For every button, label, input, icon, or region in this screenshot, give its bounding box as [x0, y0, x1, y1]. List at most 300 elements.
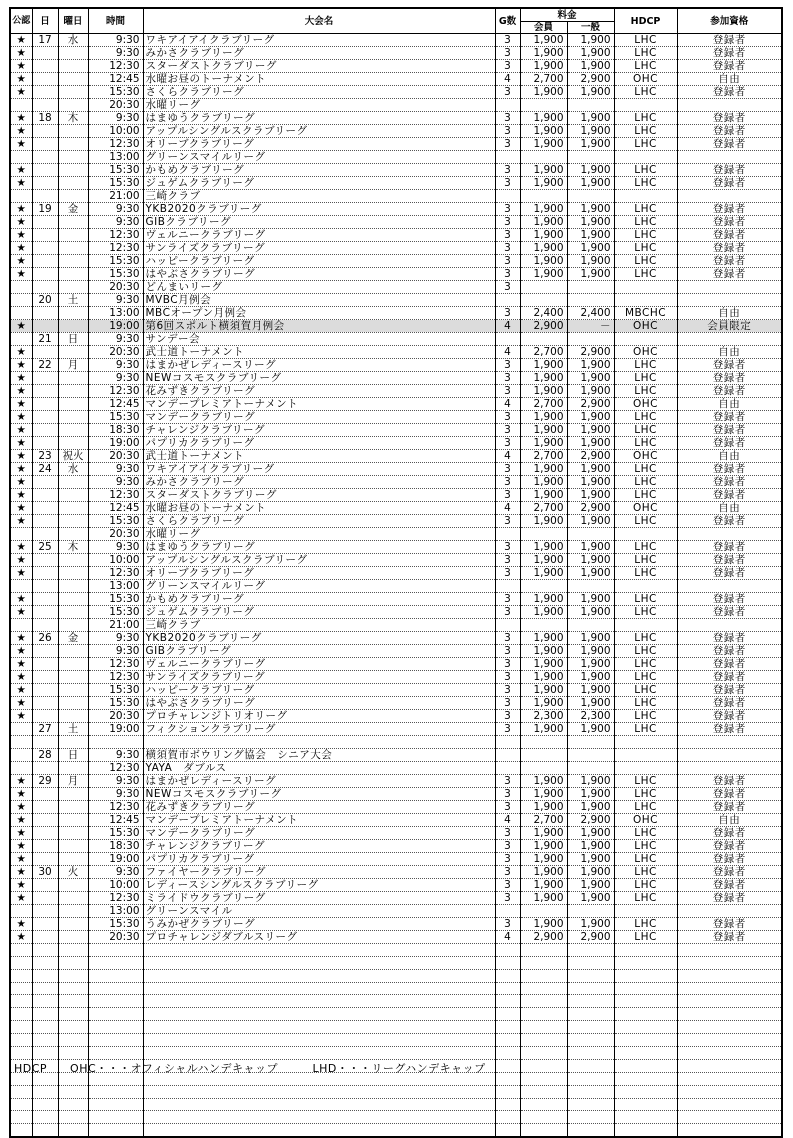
member-fee-cell: 2,900 [520, 930, 567, 943]
tournament-name-cell: パプリカクラブリーグ [143, 852, 495, 865]
table-row [10, 567, 782, 580]
general-fee-cell: 1,900 [567, 385, 614, 398]
weekday-cell [58, 424, 88, 437]
weekday-cell [58, 839, 88, 852]
time-cell: 19:00 [88, 320, 143, 333]
day-cell [32, 268, 58, 281]
tournament-name-cell: ヴェルニークラブリーグ [143, 658, 495, 671]
hdcp-cell: LHC [614, 489, 677, 502]
qualification-cell: 登録者 [677, 203, 782, 216]
weekday-cell: 金 [58, 203, 88, 216]
empty-cell [614, 969, 677, 982]
games-cell: 3 [495, 476, 520, 489]
general-fee-cell: 1,900 [567, 878, 614, 891]
weekday-cell [58, 86, 88, 99]
day-cell [32, 813, 58, 826]
weekday-cell: 水 [58, 34, 88, 47]
table-row [10, 826, 782, 839]
qualification-cell: 登録者 [677, 515, 782, 528]
day-cell [32, 138, 58, 151]
games-cell: 3 [495, 307, 520, 320]
empty-cell [677, 1111, 782, 1124]
empty-cell [495, 956, 520, 969]
games-cell: 3 [495, 216, 520, 229]
day-cell [32, 476, 58, 489]
day-cell [32, 320, 58, 333]
weekday-cell [58, 437, 88, 450]
empty-cell [520, 1059, 567, 1072]
time-cell: 13:00 [88, 580, 143, 593]
tournament-name-cell: フィクションクラブリーグ [143, 723, 495, 736]
day-cell [32, 99, 58, 112]
empty-cell [520, 982, 567, 995]
time-cell: 12:30 [88, 761, 143, 774]
day-cell [32, 658, 58, 671]
general-fee-cell: 1,900 [567, 203, 614, 216]
tournament-name-cell: チャレンジクラブリーグ [143, 839, 495, 852]
member-fee-cell: 1,900 [520, 411, 567, 424]
empty-cell [567, 1072, 614, 1085]
time-cell: 20:30 [88, 930, 143, 943]
qualification-cell: 会員限定 [677, 320, 782, 333]
qualification-cell: 登録者 [677, 723, 782, 736]
general-fee-cell: 1,900 [567, 359, 614, 372]
games-cell: 3 [495, 359, 520, 372]
empty-cell [58, 1008, 88, 1021]
table-row [10, 320, 782, 333]
tournament-name-cell: プロチャレンジトリオリーグ [143, 710, 495, 723]
tournament-name-cell: YKB2020クラブリーグ [143, 632, 495, 645]
weekday-cell [58, 229, 88, 242]
table-row [10, 372, 782, 385]
empty-row [10, 1124, 782, 1137]
tournament-name-cell: サンライズクラブリーグ [143, 242, 495, 255]
official-mark: ★ [10, 437, 32, 450]
day-cell [32, 86, 58, 99]
day-cell [32, 502, 58, 515]
table-row [10, 476, 782, 489]
hdcp-cell: LHC [614, 710, 677, 723]
official-mark: ★ [10, 138, 32, 151]
general-fee-cell: 1,900 [567, 684, 614, 697]
hdcp-cell: LHC [614, 424, 677, 437]
tournament-name-cell: ワキアイアイクラブリーグ [143, 34, 495, 47]
games-cell: 4 [495, 813, 520, 826]
games-cell: 3 [495, 787, 520, 800]
empty-cell [677, 956, 782, 969]
day-cell [32, 878, 58, 891]
weekday-cell [58, 800, 88, 813]
hdcp-cell: LHC [614, 112, 677, 125]
member-fee-cell: 1,900 [520, 645, 567, 658]
games-cell: 3 [495, 891, 520, 904]
official-mark: ★ [10, 697, 32, 710]
tournament-name-cell: うみかぜクラブリーグ [143, 917, 495, 930]
general-fee-cell [567, 748, 614, 761]
member-fee-cell: 1,900 [520, 658, 567, 671]
time-cell: 9:30 [88, 359, 143, 372]
hdcp-cell [614, 580, 677, 593]
qualification-cell: 自由 [677, 813, 782, 826]
empty-cell [10, 1085, 32, 1098]
member-fee-cell [520, 580, 567, 593]
time-cell: 9:30 [88, 372, 143, 385]
empty-cell [495, 1047, 520, 1060]
empty-cell [58, 1085, 88, 1098]
weekday-cell [58, 826, 88, 839]
member-fee-cell: 1,900 [520, 476, 567, 489]
general-fee-cell [567, 619, 614, 632]
qualification-cell: 登録者 [677, 47, 782, 60]
qualification-cell: 登録者 [677, 684, 782, 697]
empty-cell [567, 982, 614, 995]
day-cell [32, 904, 58, 917]
empty-cell [88, 1085, 143, 1098]
empty-cell [88, 1047, 143, 1060]
weekday-cell [58, 658, 88, 671]
day-cell [32, 930, 58, 943]
table-row [10, 60, 782, 73]
tournament-name-cell: はまゆうクラブリーグ [143, 112, 495, 125]
member-fee-cell [520, 736, 567, 749]
official-mark: ★ [10, 658, 32, 671]
table-row [10, 580, 782, 593]
day-cell [32, 684, 58, 697]
games-cell: 3 [495, 723, 520, 736]
table-row [10, 593, 782, 606]
table-row [10, 697, 782, 710]
general-fee-cell: 2,900 [567, 346, 614, 359]
time-cell: 20:30 [88, 346, 143, 359]
general-fee-cell: 1,900 [567, 671, 614, 684]
header-hdcp: HDCP [614, 8, 677, 34]
empty-row [10, 956, 782, 969]
hdcp-cell: OHC [614, 320, 677, 333]
empty-cell [567, 969, 614, 982]
empty-row [10, 943, 782, 956]
table-row [10, 723, 782, 736]
weekday-cell: 土 [58, 294, 88, 307]
tournament-name-cell: ファイヤークラブリーグ [143, 865, 495, 878]
weekday-cell [58, 645, 88, 658]
empty-cell [677, 1008, 782, 1021]
header-weekday: 曜日 [58, 8, 88, 34]
tournament-name-cell: 花みずきクラブリーグ [143, 800, 495, 813]
member-fee-cell: 1,900 [520, 86, 567, 99]
member-fee-cell: 2,700 [520, 502, 567, 515]
time-cell [88, 736, 143, 749]
hdcp-cell: LHC [614, 554, 677, 567]
official-mark: ★ [10, 177, 32, 190]
games-cell [495, 580, 520, 593]
empty-cell [88, 1098, 143, 1111]
member-fee-cell: 1,900 [520, 177, 567, 190]
empty-cell [143, 1124, 495, 1137]
tournament-name-cell: はやぶさクラブリーグ [143, 697, 495, 710]
empty-cell [677, 969, 782, 982]
header-day: 日 [32, 8, 58, 34]
hdcp-legend: HDCP OHC・・・オフィシャルハンデキャップ LHD・・・リーグハンデキャップ [14, 1062, 486, 1075]
empty-cell [10, 1047, 32, 1060]
day-cell [32, 787, 58, 800]
empty-row [10, 1098, 782, 1111]
hdcp-cell: LHC [614, 723, 677, 736]
empty-cell [520, 943, 567, 956]
official-mark: ★ [10, 424, 32, 437]
weekday-cell [58, 891, 88, 904]
empty-cell [520, 1085, 567, 1098]
hdcp-cell: LHC [614, 177, 677, 190]
table-row [10, 333, 782, 346]
weekday-cell [58, 593, 88, 606]
tournament-name-cell: はやぶさクラブリーグ [143, 268, 495, 281]
qualification-cell [677, 748, 782, 761]
games-cell: 4 [495, 930, 520, 943]
weekday-cell [58, 307, 88, 320]
qualification-cell: 登録者 [677, 268, 782, 281]
games-cell: 3 [495, 385, 520, 398]
empty-cell [32, 1098, 58, 1111]
table-row [10, 671, 782, 684]
games-cell: 3 [495, 800, 520, 813]
empty-cell [520, 1124, 567, 1137]
member-fee-cell [520, 281, 567, 294]
general-fee-cell: 2,900 [567, 398, 614, 411]
empty-cell [10, 943, 32, 956]
general-fee-cell: 1,900 [567, 255, 614, 268]
day-cell [32, 697, 58, 710]
games-cell: 4 [495, 502, 520, 515]
games-cell: 3 [495, 242, 520, 255]
weekday-cell [58, 554, 88, 567]
general-fee-cell: 1,900 [567, 164, 614, 177]
hdcp-cell: LHC [614, 632, 677, 645]
table-row [10, 787, 782, 800]
weekday-cell [58, 787, 88, 800]
general-fee-cell: 1,900 [567, 242, 614, 255]
member-fee-cell: 1,900 [520, 437, 567, 450]
qualification-cell: 登録者 [677, 463, 782, 476]
hdcp-cell: LHC [614, 411, 677, 424]
time-cell: 19:00 [88, 723, 143, 736]
empty-cell [143, 1021, 495, 1034]
general-fee-cell: 1,900 [567, 47, 614, 60]
table-row [10, 229, 782, 242]
tournament-name-cell: 水曜リーグ [143, 99, 495, 112]
games-cell: 3 [495, 411, 520, 424]
time-cell: 15:30 [88, 177, 143, 190]
weekday-cell [58, 878, 88, 891]
general-fee-cell [567, 761, 614, 774]
games-cell: 3 [495, 839, 520, 852]
tournament-name-cell: プロチャレンジダブルスリーグ [143, 930, 495, 943]
day-cell [32, 281, 58, 294]
table-row [10, 411, 782, 424]
weekday-cell [58, 813, 88, 826]
weekday-cell [58, 164, 88, 177]
general-fee-cell: 1,900 [567, 86, 614, 99]
hdcp-cell: LHC [614, 125, 677, 138]
empty-cell [143, 943, 495, 956]
time-cell: 9:30 [88, 787, 143, 800]
table-row [10, 852, 782, 865]
time-cell: 9:30 [88, 748, 143, 761]
tournament-name-cell: オリーブクラブリーグ [143, 567, 495, 580]
official-mark: ★ [10, 463, 32, 476]
empty-cell [10, 1124, 32, 1137]
hdcp-cell: OHC [614, 398, 677, 411]
empty-cell [567, 1059, 614, 1072]
time-cell: 13:00 [88, 151, 143, 164]
member-fee-cell [520, 294, 567, 307]
member-fee-cell: 1,900 [520, 216, 567, 229]
empty-cell [10, 1034, 32, 1047]
official-mark: ★ [10, 606, 32, 619]
official-mark: ★ [10, 450, 32, 463]
tournament-name-cell: 三崎クラブ [143, 190, 495, 203]
hdcp-cell: LHC [614, 671, 677, 684]
weekday-cell [58, 255, 88, 268]
general-fee-cell: 1,900 [567, 229, 614, 242]
games-cell: 3 [495, 463, 520, 476]
empty-cell [567, 943, 614, 956]
general-fee-cell: 1,900 [567, 34, 614, 47]
hdcp-cell: LHC [614, 515, 677, 528]
time-cell: 9:30 [88, 774, 143, 787]
day-cell: 28 [32, 748, 58, 761]
general-fee-cell: 1,900 [567, 489, 614, 502]
empty-cell [520, 956, 567, 969]
day-cell [32, 151, 58, 164]
empty-cell [495, 943, 520, 956]
hdcp-cell: LHC [614, 800, 677, 813]
day-cell [32, 671, 58, 684]
games-cell: 3 [495, 697, 520, 710]
general-fee-cell: 1,900 [567, 632, 614, 645]
member-fee-cell: 1,900 [520, 800, 567, 813]
empty-cell [32, 1047, 58, 1060]
weekday-cell [58, 190, 88, 203]
general-fee-cell [567, 528, 614, 541]
hdcp-cell: LHC [614, 606, 677, 619]
official-mark: ★ [10, 917, 32, 930]
empty-cell [58, 995, 88, 1008]
qualification-cell: 登録者 [677, 774, 782, 787]
qualification-cell: 登録者 [677, 489, 782, 502]
general-fee-cell: 1,900 [567, 567, 614, 580]
time-cell: 10:00 [88, 554, 143, 567]
time-cell: 12:30 [88, 229, 143, 242]
tournament-name-cell: サンデー会 [143, 333, 495, 346]
qualification-cell: 自由 [677, 398, 782, 411]
general-fee-cell: 1,900 [567, 177, 614, 190]
weekday-cell [58, 320, 88, 333]
weekday-cell [58, 697, 88, 710]
table-row [10, 190, 782, 203]
weekday-cell: 月 [58, 359, 88, 372]
empty-cell [677, 1059, 782, 1072]
member-fee-cell: 1,900 [520, 593, 567, 606]
weekday-cell [58, 515, 88, 528]
time-cell: 12:30 [88, 385, 143, 398]
table-row [10, 774, 782, 787]
table-row [10, 203, 782, 216]
table-row [10, 917, 782, 930]
empty-cell [32, 943, 58, 956]
qualification-cell: 登録者 [677, 411, 782, 424]
qualification-cell: 登録者 [677, 60, 782, 73]
header-fee-member: 会員 [520, 22, 567, 34]
time-cell: 15:30 [88, 684, 143, 697]
general-fee-cell: 2,400 [567, 307, 614, 320]
table-row [10, 619, 782, 632]
schedule-sheet [9, 7, 781, 1138]
hdcp-cell: OHC [614, 450, 677, 463]
table-row [10, 73, 782, 86]
time-cell: 9:30 [88, 645, 143, 658]
official-mark [10, 307, 32, 320]
qualification-cell: 登録者 [677, 125, 782, 138]
table-row [10, 281, 782, 294]
empty-row [10, 1021, 782, 1034]
empty-cell [614, 1124, 677, 1137]
hdcp-cell: LHC [614, 476, 677, 489]
qualification-cell: 登録者 [677, 800, 782, 813]
empty-cell [677, 1047, 782, 1060]
tournament-schedule-table [9, 7, 783, 1138]
day-cell [32, 606, 58, 619]
header-official: 公認 [10, 8, 32, 34]
time-cell: 15:30 [88, 86, 143, 99]
day-cell: 19 [32, 203, 58, 216]
empty-cell [677, 982, 782, 995]
hdcp-cell: LHC [614, 930, 677, 943]
official-mark: ★ [10, 839, 32, 852]
general-fee-cell: 2,300 [567, 710, 614, 723]
tournament-name-cell: どんまいリーグ [143, 281, 495, 294]
tournament-name-cell: 水曜リーグ [143, 528, 495, 541]
games-cell [495, 736, 520, 749]
member-fee-cell: 1,900 [520, 359, 567, 372]
empty-cell [10, 1021, 32, 1034]
qualification-cell: 登録者 [677, 710, 782, 723]
hdcp-cell: LHC [614, 34, 677, 47]
tournament-name-cell: パプリカクラブリーグ [143, 437, 495, 450]
qualification-cell: 登録者 [677, 658, 782, 671]
general-fee-cell: 1,900 [567, 424, 614, 437]
tournament-name-cell: ハッピークラブリーグ [143, 255, 495, 268]
member-fee-cell: 1,900 [520, 671, 567, 684]
empty-cell [32, 1124, 58, 1137]
table-row [10, 748, 782, 761]
general-fee-cell: 1,900 [567, 60, 614, 73]
member-fee-cell [520, 904, 567, 917]
empty-cell [58, 1124, 88, 1137]
games-cell: 3 [495, 541, 520, 554]
hdcp-cell: LHC [614, 164, 677, 177]
hdcp-cell: LHC [614, 385, 677, 398]
time-cell: 20:30 [88, 710, 143, 723]
empty-cell [143, 1098, 495, 1111]
weekday-cell [58, 125, 88, 138]
general-fee-cell: 1,900 [567, 826, 614, 839]
qualification-cell: 登録者 [677, 891, 782, 904]
official-mark: ★ [10, 878, 32, 891]
time-cell: 12:30 [88, 60, 143, 73]
games-cell [495, 761, 520, 774]
empty-cell [495, 1021, 520, 1034]
hdcp-cell [614, 333, 677, 346]
